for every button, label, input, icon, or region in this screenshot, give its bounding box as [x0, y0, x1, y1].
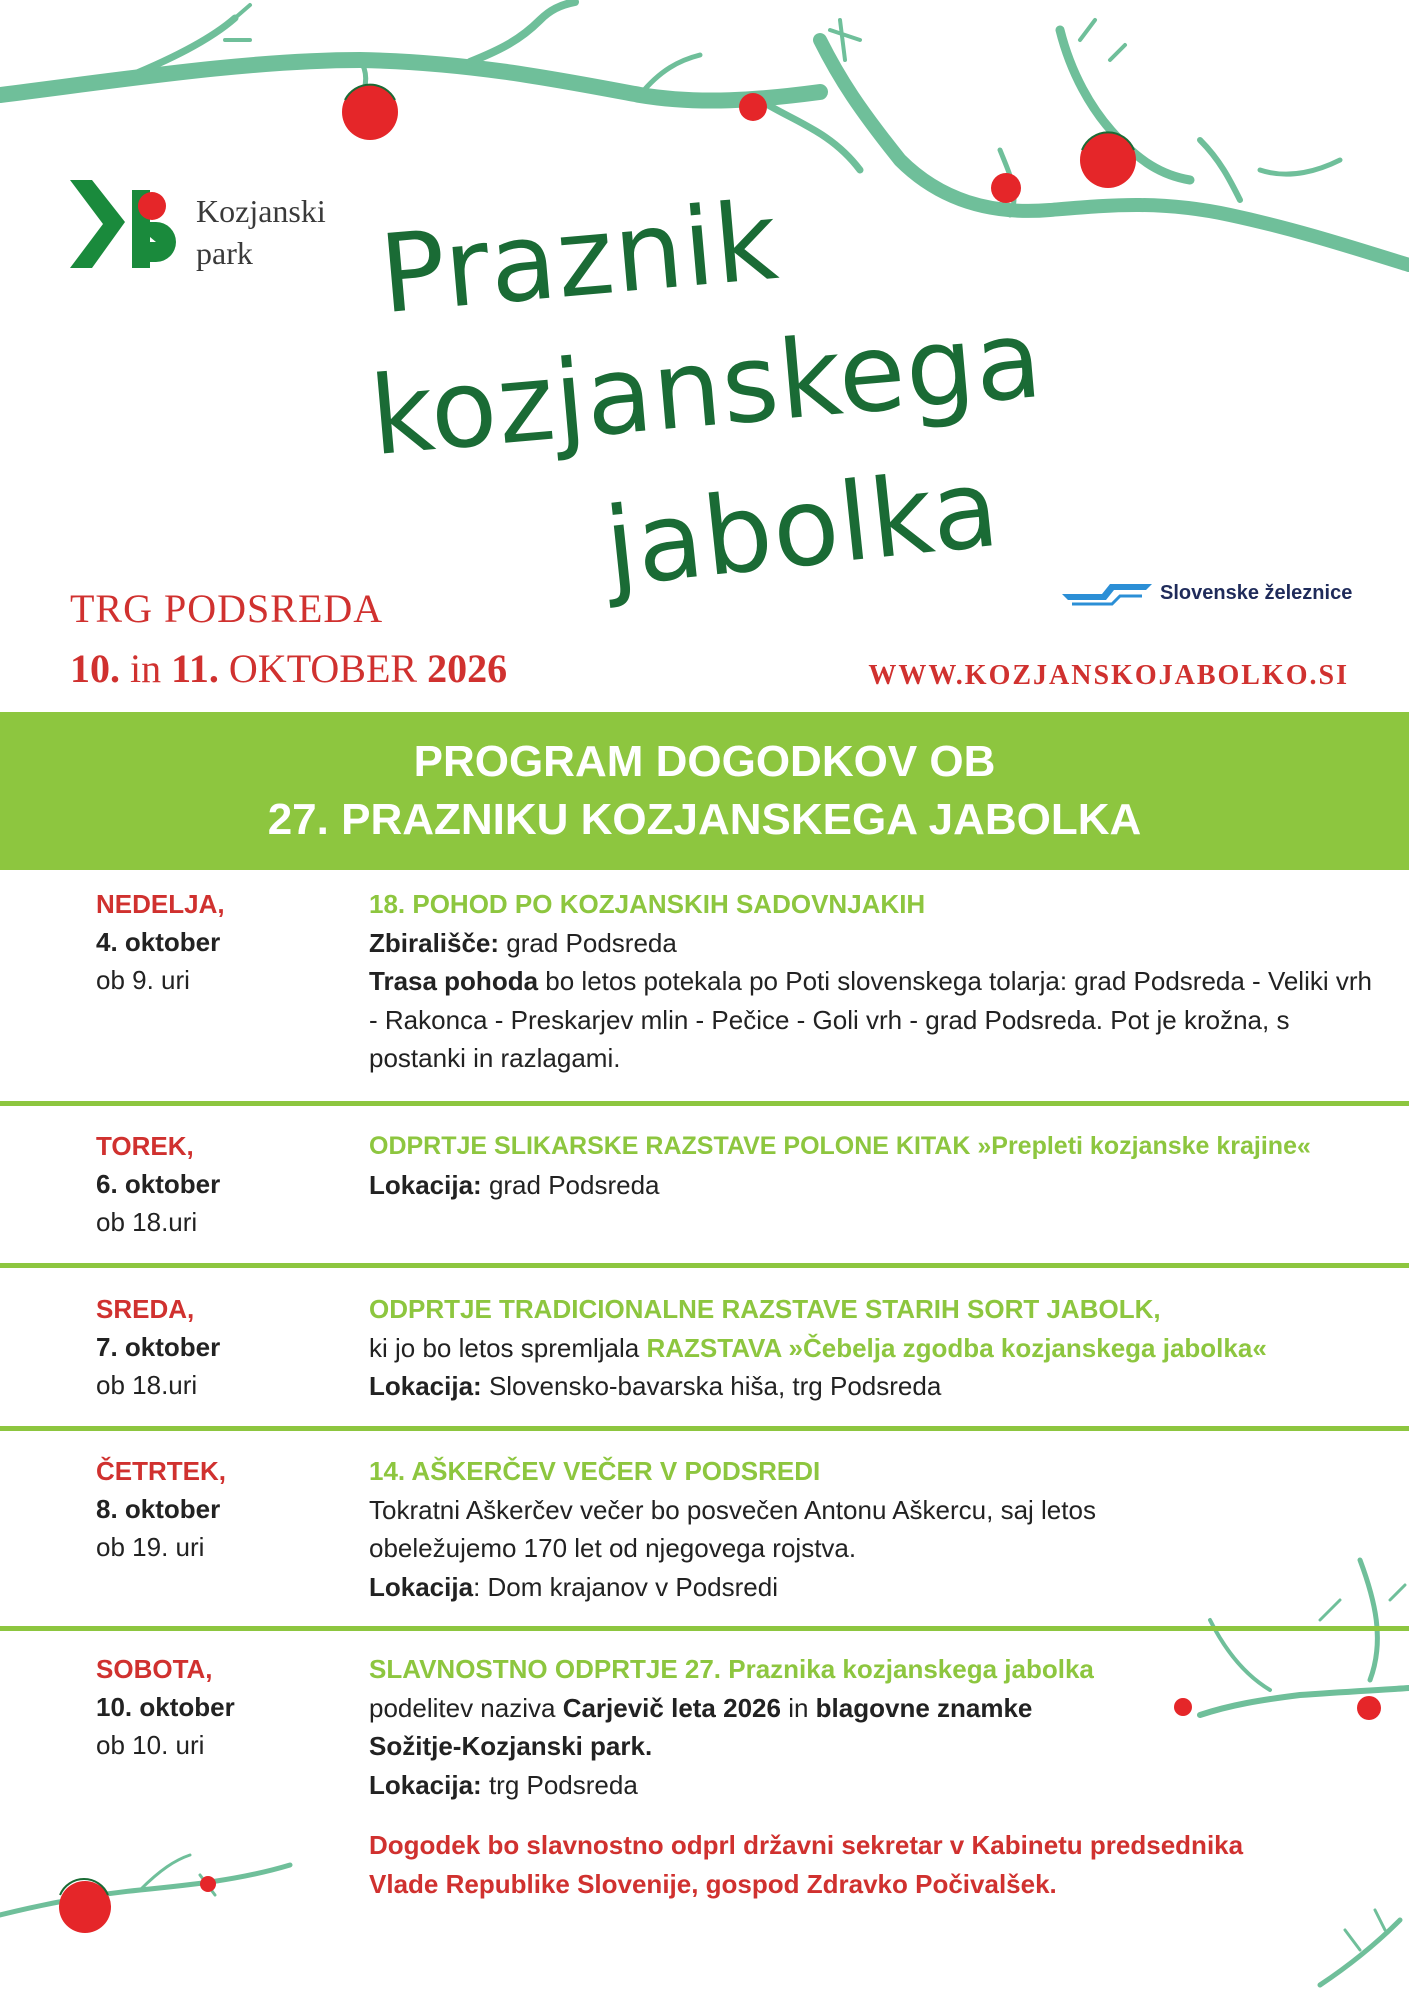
title-line-3: jabolka: [599, 445, 1006, 612]
separator: [0, 1426, 1409, 1431]
sponsor-logo: [1062, 580, 1352, 606]
railway-icon: [1062, 580, 1152, 606]
park-name: [196, 190, 326, 274]
event-text: podelitev naziva: [369, 1692, 563, 1723]
event-2-day: [96, 1127, 220, 1241]
event-date: 6. oktober: [96, 1169, 221, 1199]
event-time: ob 9. uri: [96, 965, 190, 995]
event-1-info: [369, 885, 1379, 1078]
event-title: 14. AŠKERČEV VEČER V PODSREDI: [369, 1456, 821, 1486]
separator: [0, 1101, 1409, 1106]
event-3-day: [96, 1290, 220, 1404]
title-line-1: Praznik: [375, 178, 784, 339]
brand-title: blagovne znamke Sožitje-Kozjanski park.: [369, 1692, 1033, 1761]
event-label: Lokacija:: [369, 1169, 482, 1200]
event-time: ob 19. uri: [96, 1532, 205, 1562]
date-year: 2026: [427, 646, 508, 691]
date-month: OKTOBER: [218, 646, 428, 691]
event-text: grad Podsreda: [481, 1169, 660, 1200]
sponsor-name: Slovenske železnice: [1160, 581, 1353, 604]
event-title: SLAVNOSTNO ODPRTJE 27. Praznika kozjanskega jabolka: [369, 1654, 1094, 1684]
event-line: [369, 1766, 1309, 1805]
event-label: Lokacija: [369, 1571, 474, 1602]
event-time: ob 18.uri: [96, 1207, 198, 1237]
event-day-name: SOBOTA,: [96, 1654, 213, 1684]
event-day-name: TOREK,: [96, 1131, 194, 1161]
event-text: trg Podsreda: [481, 1769, 638, 1800]
venue: TRG PODSREDA: [70, 586, 384, 631]
event-label: Zbirališče:: [369, 927, 500, 958]
event-date: 4. oktober: [96, 927, 221, 957]
award-title: Carjevič leta 2026: [562, 1692, 781, 1723]
event-label: Trasa pohoda: [369, 966, 539, 996]
event-time: ob 10. uri: [96, 1730, 205, 1760]
event-line: [369, 1491, 1249, 1568]
event-date: 10. oktober: [96, 1692, 235, 1722]
event-5-day: [96, 1650, 235, 1764]
event-2-info: [369, 1127, 1399, 1204]
event-date: 7. oktober: [96, 1332, 221, 1362]
event-4-info: [369, 1452, 1249, 1606]
event-text: in: [780, 1692, 816, 1723]
event-line: [369, 1166, 1399, 1205]
event-text: ki jo bo letos spremljala: [369, 1332, 647, 1363]
event-title: ODPRTJE TRADICIONALNE RAZSTAVE STARIH SORT JABOLK,: [369, 1294, 1161, 1324]
kozjanski-park-logo: [70, 180, 200, 280]
separator: [0, 1263, 1409, 1268]
event-3-info: [369, 1290, 1379, 1406]
program-banner: [0, 712, 1409, 870]
event-label: Lokacija:: [369, 1371, 482, 1401]
title-line-2: kozjanskega: [365, 296, 1048, 481]
banner-line-2: 27. PRAZNIKU KOZJANSKEGA JABOLKA: [267, 795, 1142, 844]
event-title: ODPRTJE SLIKARSKE RAZSTAVE POLONE KITAK »Prepleti kozjanske krajine«: [369, 1132, 1311, 1160]
event-text: : Dom krajanov v Podsredi: [473, 1571, 778, 1602]
event-text: Slovensko-bavarska hiša, trg Podsreda: [481, 1371, 942, 1401]
event-label: Lokacija:: [369, 1769, 482, 1800]
website-link[interactable]: WWW.KOZJANSKOJABOLKO.SI: [868, 660, 1349, 691]
event-text: Tokratni Aškerčev večer bo posvečen Antonu Aškercu, saj letos obeležujemo 170 let od njegovega rojstva.: [369, 1494, 1096, 1563]
event-day-name: NEDELJA,: [96, 889, 225, 919]
banner-line-1: PROGRAM DOGODKOV OB: [413, 737, 996, 786]
event-day-name: SREDA,: [96, 1294, 195, 1324]
event-1-day: [96, 885, 225, 999]
event-dates: [70, 645, 507, 692]
event-line: [369, 1367, 1379, 1406]
event-title: 18. POHOD PO KOZJANSKIH SADOVNJAKIH: [369, 889, 926, 919]
event-5-info: [369, 1650, 1309, 1903]
separator: [0, 1626, 1409, 1631]
event-date: 8. oktober: [96, 1494, 221, 1524]
event-line: [369, 1689, 1129, 1766]
event-text: grad Podsreda: [499, 927, 677, 958]
date-day-1: 10.: [70, 646, 120, 691]
park-name-line1: Kozjanski: [196, 193, 326, 229]
event-line: [369, 1329, 1379, 1368]
event-day-name: ČETRTEK,: [96, 1456, 226, 1486]
event-time: ob 18.uri: [96, 1370, 198, 1400]
event-line: [369, 962, 1379, 1078]
park-name-line2: park: [196, 235, 253, 271]
event-note: Dogodek bo slavnostno odprl državni sekretar v Kabinetu predsednika Vlade Republike Slovenije, gospod Zdravko Počivalšek.: [369, 1830, 1244, 1899]
date-day-2: 11.: [171, 646, 219, 691]
event-highlight: RAZSTAVA »Čebelja zgodba kozjanskega jabolka«: [646, 1332, 1267, 1363]
event-text: bo letos potekala po Poti slovenskega tolarja: grad Podsreda - Veliki vrh - Rakonca - Preskarjev mlin - Pečice - Goli vrh - grad Podsreda. Pot je krožna, s postanki in razlagami.: [369, 966, 1372, 1073]
event-line: [369, 1568, 1249, 1607]
date-connector: in: [120, 646, 172, 691]
event-line: [369, 924, 1379, 963]
event-4-day: [96, 1452, 226, 1566]
